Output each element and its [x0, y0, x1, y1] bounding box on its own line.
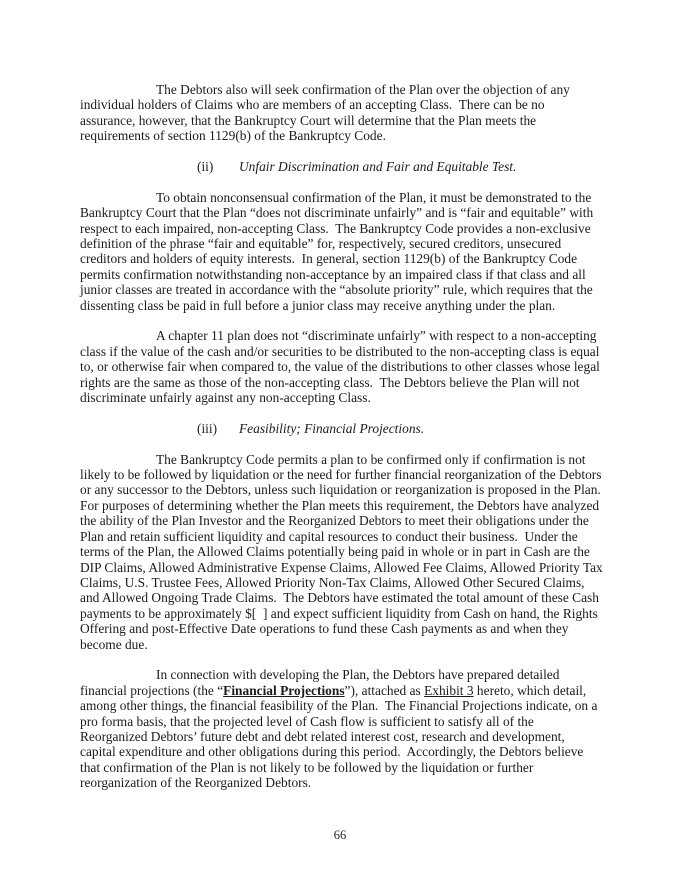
financial-projections-defined-term: Financial Projections: [223, 682, 345, 698]
text-segment: In connection with developing the Plan, the Debtors have prepared detailed financial projections (the “: [80, 667, 563, 698]
paragraph-financial-projections: [80, 667, 603, 790]
text-segment: hereto, which detail, among other things, the financial feasibility of the Plan. The Financial Projections indicate, on a pro forma basis, that the projected level of Cash flow is sufficient to satisfy all of the Reorganized Debtors’ future debt and debt related interest cost, research and development, capital expenditure and other obligations during this period. Accordingly, the Debtors believe that confirmation of the Plan is not likely to be followed by the liquidation or further reorganization of the Reorganized Debtors.: [80, 682, 601, 791]
document-body: [80, 82, 608, 791]
section-heading-iii: [197, 421, 603, 436]
section-heading-ii: [197, 159, 603, 174]
heading-title: Feasibility; Financial Projections.: [239, 420, 425, 436]
heading-number: (iii): [197, 420, 218, 436]
heading-title: Unfair Discrimination and Fair and Equitable Test.: [239, 159, 517, 175]
text-segment: ”), attached as: [344, 682, 425, 698]
page-number: 66: [333, 828, 347, 842]
paragraph-discriminate-unfairly: A chapter 11 plan does not “discriminate unfairly” with respect to a non-accepting class if the value of the cash and/or securities to be distributed to the non-accepting class is equal to, or otherwise fair when compared to, the value of the distributions to other classes whose legal rights are the same as those of the non-accepting class. The Debtors believe the Plan will not discriminate unfairly against any non-accepting Class.: [80, 328, 604, 406]
paragraph-nonconsensual-confirmation: To obtain nonconsensual confirmation of the Plan, it must be demonstrated to the Bankruptcy Court that the Plan “does not discriminate unfairly” and is “fair and equitable” with respect to each impaired, non-accepting Class. The Bankruptcy Code provides a non-exclusive definition of the phrase “fair and equitable” for, respectively, secured creditors, unsecured creditors and holders of equity interests. In general, section 1129(b) of the Bankruptcy Code permits confirmation notwithstanding non-acceptance by an impaired class if that class and all junior classes are treated in accordance with the “absolute priority” rule, which requires that the dissenting class be paid in full before a junior class may receive anything under the plan.: [80, 189, 597, 313]
paragraph-confirmation-over-objection: The Debtors also will seek confirmation of the Plan over the objection of any individual holders of Claims who are members of an accepting Class. There can be no assurance, however, that the Bankruptcy Court will determine that the Plan meets the requirements of section 1129(b) of the Bankruptcy Code.: [80, 82, 574, 144]
paragraph-feasibility: The Bankruptcy Code permits a plan to be confirmed only if confirmation is not likely to be followed by liquidation or the need for further financial reorganization of the Debtors or any successor to the Debtors, unless such liquidation or reorganization is proposed in the Plan. For purposes of determining whether the Plan meets this requirement, the Debtors have analyzed the ability of the Plan Investor and the Reorganized Debtors to meet their obligations under the Plan and retain sufficient liquidity and capital resources to conduct their business. Under the terms of the Plan, the Allowed Claims potentially being paid in whole or in part in Cash are the DIP Claims, Allowed Administrative Expense Claims, Allowed Fee Claims, Allowed Priority Tax Claims, U.S. Trustee Fees, Allowed Priority Non-Tax Claims, Allowed Other Secured Claims, and Allowed Ongoing Trade Claims. The Debtors have estimated the total amount of these Cash payments to be approximately $[ ] and expect sufficient liquidity from Cash on hand, the Rights Offering and post-Effective Date operations to fund these Cash payments as and when they become due.: [80, 451, 608, 652]
heading-number: (ii): [197, 159, 214, 175]
exhibit-3-reference: Exhibit 3: [424, 682, 474, 698]
